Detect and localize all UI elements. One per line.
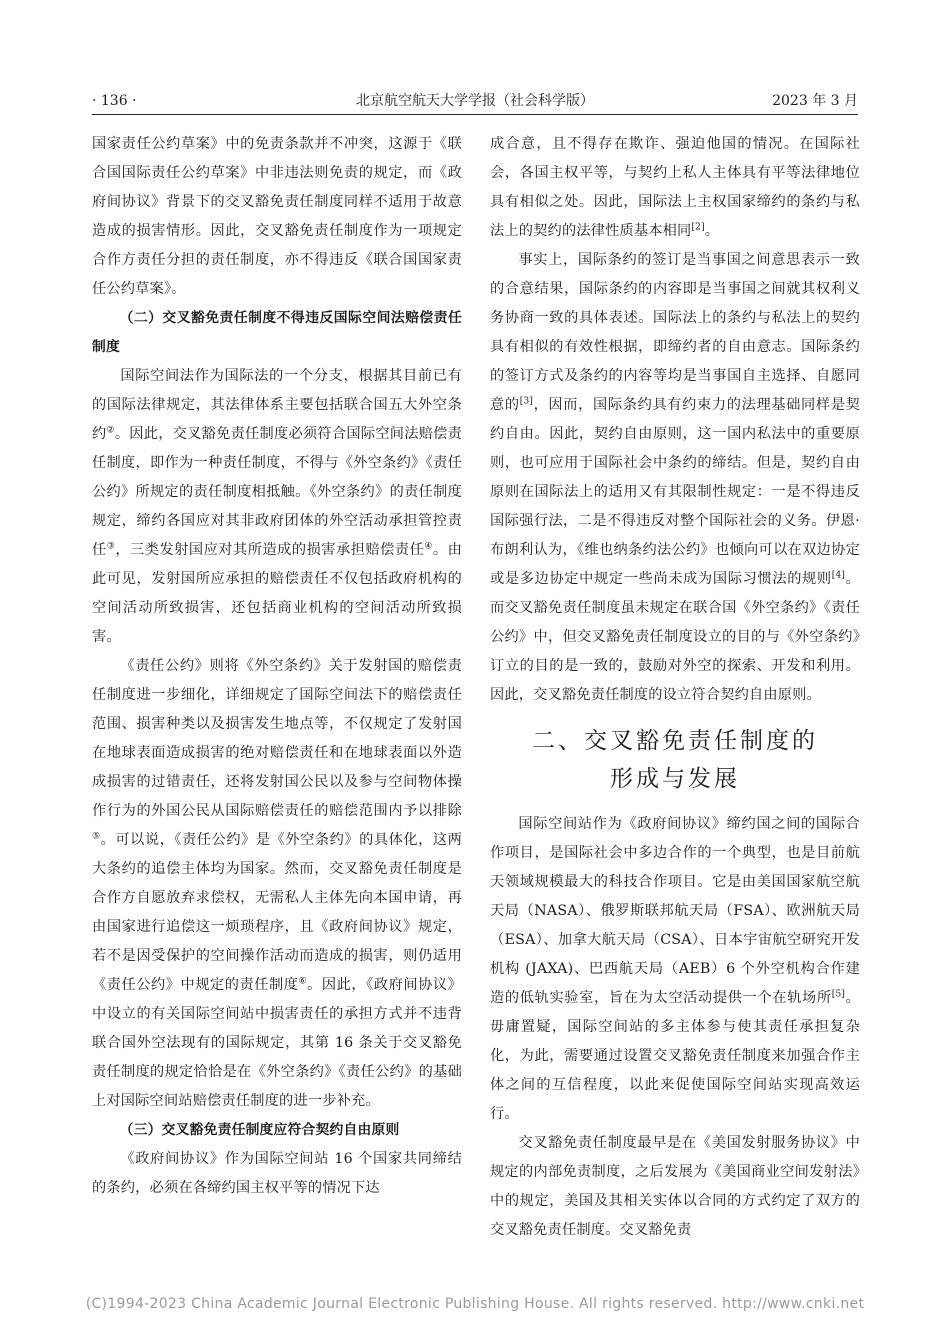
citation-marker: [2]	[691, 222, 705, 233]
paragraph-text: ，因而，国际条约具有约束力的法理基础同样是契约自由。因此，契约自由原则，这一国内私法中的重要原则，也可应用于国际社会中条约的缔结。但是，契约自由原则在国际法上的适用又有其限制性规定：一是不得违反国际强行法，二是不得违反对整个国际社会的义务。伊恩·布朗利认为，《维也纳条约法公约》也倾向可以在双边协定或是多边协定中规定一些尚未成为国际习惯法的规则	[490, 397, 861, 587]
copyright-footer: (C)1994-2023 China Academic Journal Electronic Publishing House. All rights reserved. http://www.cnki.net	[85, 1296, 865, 1312]
right-paragraph-3	[490, 810, 860, 1129]
paragraph-text: 。而交叉豁免责任制度虽未规定在联合国《外空条约》《责任公约》中，但交叉豁免责任制度设立的目的与《外空条约》订立的目的是一致的，鼓励对外空的探索、开发和利用。因此，交叉豁免责任制度的设立符合契约自由原则。	[490, 571, 861, 703]
citation-marker: [4]	[831, 570, 846, 581]
paragraph-text: 。由此可见，发射国所应承担的赔偿责任不仅包括政府机构的空间活动所致损害，还包括商业机构的空间活动所致损害。	[92, 542, 462, 645]
paragraph-text: 。毋庸置疑，国际空间站的多主体参与使其责任承担复杂化，为此，需要通过设置交叉豁免责任制度来加强合作主体之间的互信程度，以此来促使国际空间站实现高效运行。	[490, 990, 861, 1122]
paragraph-text: ，三类发射国应对其所造成的损害承担赔偿责任	[115, 542, 425, 558]
subsection-heading-2: （二）交叉豁免责任制度不得违反国际空间法赔偿责任制度	[92, 310, 462, 355]
paragraph-text: 国际空间法作为国际法的一个分支，根据其目前已有的国际法律规定，其法律体系主要包括联合国五大外空条约	[92, 368, 462, 442]
footnote-marker: ③	[106, 541, 116, 552]
right-paragraph-1	[490, 130, 860, 246]
paragraph-text: 《责任公约》则将《外空条约》关于发射国的赔偿责任制度进一步细化，详细规定了国际空间法下的赔偿责任范围、损害种类以及损害发生地点等，不仅规定了发射国在地球表面造成损害的绝对赔偿责任和在地球表面以外造成损害的过错责任，还将发射国公民以及参与空间物体操作行为的外国公民从国际赔偿责任的赔偿范围内予以排除	[92, 658, 462, 819]
paragraph-text: 。	[704, 223, 720, 239]
right-paragraph-2	[490, 246, 860, 710]
left-paragraph-4: 《政府间协议》作为国际空间站 16 个国家共同缔结的条约，必须在各缔约国主权平等的情况下达	[92, 1151, 462, 1196]
footnote-marker: ④	[424, 541, 433, 552]
paragraph-text: 。因此，《政府间协议》中设立的有关国际空间站中损害责任的承担方式并不违背联合国外空法现有的国际规定，其第 16 条关于交叉豁免责任制度的规定恰恰是在《外空条约》《责任公约》的基础上对国际空间站赔偿责任制度的进一步补充。	[92, 977, 462, 1109]
right-paragraph-4: 交叉豁免责任制度最早是在《美国发射服务协议》中规定的内部免责制度，之后发展为《美国商业空间发射法》中的规定，美国及其相关实体以合同的方式约定了双方的交叉豁免责任制度。交叉豁免责	[490, 1135, 860, 1238]
issue-date: 2023 年 3 月	[772, 93, 858, 109]
journal-title: 北京航空航天大学学报（社会科学版）	[356, 93, 594, 109]
left-paragraph-3	[92, 652, 462, 1116]
citation-marker: [3]	[519, 396, 534, 407]
right-column	[490, 130, 860, 1245]
left-paragraph-1: 国家责任公约草案》中的免责条款并不冲突，这源于《联合国国际责任公约草案》中非违法则免责的规定，而《政府间协议》背景下的交叉豁免责任制度同样不适用于故意造成的损害情形。因此，交叉豁免责任制度作为一项规定合作方责任分担的责任制度，亦不得违反《联合国国家责任公约草案》。	[92, 136, 462, 297]
left-paragraph-2	[92, 362, 462, 652]
section-title-line-2: 形成与发展	[610, 766, 740, 792]
footnote-marker: ⑤	[92, 831, 101, 842]
subsection-heading-3: （三）交叉豁免责任制度应符合契约自由原则	[119, 1122, 400, 1138]
paragraph-text: 。可以说，《责任公约》是《外空条约》的具体化，这两大条约的追偿主体均为国家。然而，交叉豁免责任制度是合作方自愿放弃求偿权，无需私人主体先向本国申请，再由国家进行追偿这一烦琐程序，且《政府间协议》规定，若不是因受保护的空间操作活动而造成的损害，则仍适用《责任公约》中规定的责任制度	[92, 832, 462, 993]
footnote-marker: ②	[106, 425, 115, 436]
section-title-line-1: 二、交叉豁免责任制度的	[532, 728, 818, 754]
paragraph-text: 。因此，交叉豁免责任制度必须符合国际空间法赔偿责任制度，即作为一种责任制度，不得与《外空条约》《责任公约》所规定的责任制度相抵触。《外空条约》的责任制度规定，缔约各国应对其非政府团体的外空活动承担管控责任	[92, 426, 462, 558]
section-title	[490, 722, 860, 798]
paragraph-text: 事实上，国际条约的签订是当事国之间意思表示一致的合意结果，国际条约的内容即是当事国之间就其权利义务协商一致的具体表述。国际法上的条约与私法上的契约具有相似的有效性根据，即缔约者的自由意志。国际条约的签订方式及条约的内容等均是当事国自主选择、自愿同意的	[490, 252, 860, 413]
left-column	[92, 130, 462, 1203]
paragraph-text: 成合意，且不得存在欺诈、强迫他国的情况。在国际社会，各国主权平等，与契约上私人主体具有平等法律地位具有相似之处。因此，国际法上主权国家缔约的条约与私法上的契约的法律性质基本相同	[490, 136, 860, 239]
citation-marker: [5]	[831, 989, 846, 1000]
page-number: · 136 ·	[92, 93, 137, 109]
paragraph-text: 国际空间站作为《政府间协议》缔约国之间的国际合作项目，是国际社会中多边合作的一个典型，也是目前航天领域规模最大的科技合作项目。它是由美国国家航空航天局（NASA）、俄罗斯联邦航天局（FSA）、欧洲航天局（ESA）、加拿大航天局（CSA）、日本宇宙航空研究开发机构 (JAXA)、巴西航天局（AEB）6 个外空机构合作建造的低轨实验室，旨在为太空活动提供一个在轨场所	[490, 816, 860, 1006]
running-header	[92, 88, 858, 115]
footnote-marker: ⑥	[298, 976, 308, 987]
